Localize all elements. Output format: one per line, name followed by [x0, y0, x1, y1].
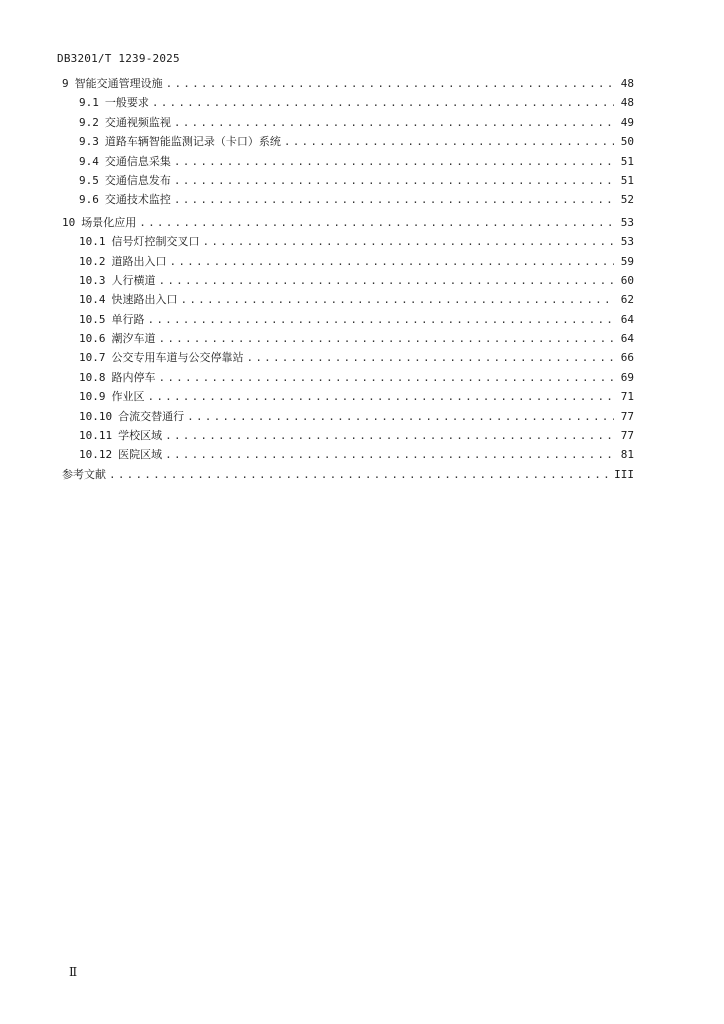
- toc-entry-title: 一般要求: [104, 96, 149, 110]
- toc-entry-title: 公交专用车道与公交停靠站: [111, 351, 244, 365]
- toc-entry-page: 53: [620, 235, 634, 249]
- toc-leader-dots: [174, 190, 614, 209]
- document-code: DB3201/T 1239-2025: [57, 52, 180, 65]
- toc-entry-title: 交通视频监视: [104, 115, 171, 129]
- toc-leader-dots: [174, 171, 614, 190]
- toc-entry[interactable]: [62, 74, 634, 93]
- toc-entry-page: 49: [620, 115, 634, 129]
- toc-entry-page: 51: [620, 173, 634, 187]
- toc-leader-dots: [166, 74, 614, 93]
- toc-entry-page: 77: [620, 409, 634, 423]
- toc-entry-title: 快速路出入口: [111, 293, 178, 307]
- toc-leader-dots: [152, 93, 614, 112]
- toc-entry-title: 学校区域: [118, 429, 163, 443]
- toc-entry[interactable]: [62, 113, 634, 132]
- toc-leader-dots: [159, 329, 615, 348]
- toc-entry-number: 9.4: [79, 154, 99, 168]
- toc-entry-title: 作业区: [111, 390, 145, 404]
- toc-leader-dots: [165, 445, 614, 464]
- toc-entry-number: 10.5: [79, 312, 106, 326]
- toc-entry[interactable]: [62, 232, 634, 251]
- toc-entry-page: III: [614, 467, 634, 481]
- toc-entry[interactable]: [62, 171, 634, 190]
- toc-entry[interactable]: [62, 445, 634, 464]
- toc-entry-number: 10.1: [79, 235, 106, 249]
- toc-entry-title: 单行路: [111, 312, 145, 326]
- toc-entry-title: 场景化应用: [81, 215, 137, 229]
- toc-entry-number: 10.2: [79, 254, 106, 268]
- toc-leader-dots: [247, 348, 615, 367]
- toc-entry-title: 人行横道: [111, 273, 156, 287]
- toc-entry-page: 48: [620, 96, 634, 110]
- toc-entry-page: 64: [620, 312, 634, 326]
- toc-entry-title: 道路出入口: [111, 254, 167, 268]
- toc-entry-number: 10.4: [79, 293, 106, 307]
- toc-leader-dots: [284, 132, 614, 151]
- toc-entry-number: 10: [62, 215, 76, 229]
- toc-entry-number: 10.7: [79, 351, 106, 365]
- toc-entry-page: 81: [620, 448, 634, 462]
- toc-entry[interactable]: [62, 190, 634, 209]
- toc-leader-dots: [159, 271, 615, 290]
- toc-leader-dots: [139, 213, 614, 232]
- toc-entry-title: 信号灯控制交叉口: [111, 235, 200, 249]
- toc-entry-title: 潮汐车道: [111, 332, 156, 346]
- toc-entry-number: 10.9: [79, 390, 106, 404]
- toc-leader-dots: [159, 368, 615, 387]
- toc-entry-page: 71: [620, 390, 634, 404]
- toc-entry-page: 60: [620, 273, 634, 287]
- toc-entry-number: 10.12: [79, 448, 113, 462]
- toc-entry-page: 69: [620, 370, 634, 384]
- toc-entry[interactable]: [62, 329, 634, 348]
- toc-entry-title: 智能交通管理设施: [74, 77, 163, 90]
- toc-leader-dots: [109, 465, 610, 484]
- toc-entry-title: 交通信息发布: [104, 173, 171, 187]
- toc-entry-number: 10.10: [79, 409, 113, 423]
- toc-leader-dots: [187, 407, 614, 426]
- toc-entry-title: 交通信息采集: [104, 154, 171, 168]
- toc-entry-page: 64: [620, 332, 634, 346]
- toc-entry-page: 77: [620, 429, 634, 443]
- toc-entry-page: 51: [620, 154, 634, 168]
- toc-entry[interactable]: [62, 132, 634, 151]
- toc-entry-number: 10.11: [79, 429, 113, 443]
- toc-entry-page: 48: [620, 77, 634, 90]
- toc-entry[interactable]: [62, 407, 634, 426]
- toc-entry-title: 参考文献: [62, 467, 106, 481]
- page-number: Ⅱ: [69, 965, 78, 979]
- toc-entry[interactable]: [62, 93, 634, 112]
- toc-entry-page: 53: [620, 215, 634, 229]
- toc-entry[interactable]: [62, 290, 634, 309]
- toc-leader-dots: [203, 232, 615, 251]
- toc-entry-page: 66: [620, 351, 634, 365]
- toc-entry[interactable]: [62, 152, 634, 171]
- toc-entry-page: 50: [620, 135, 634, 149]
- toc-entry-number: 10.6: [79, 332, 106, 346]
- toc-entry[interactable]: [62, 387, 634, 406]
- toc-entry-page: 52: [620, 193, 634, 207]
- toc-entry-number: 10.3: [79, 273, 106, 287]
- toc-entry-number: 9.6: [79, 193, 99, 207]
- toc-entry-number: 9.2: [79, 115, 99, 129]
- toc-leader-dots: [165, 426, 614, 445]
- toc-entry-number: 9.5: [79, 173, 99, 187]
- toc-entry-title: 合流交替通行: [118, 409, 185, 423]
- toc-entry-number: 9.3: [79, 135, 99, 149]
- toc-entry-title: 道路车辆智能监测记录（卡口）系统: [104, 135, 281, 149]
- toc-entry-number: 10.8: [79, 370, 106, 384]
- toc-leader-dots: [174, 113, 614, 132]
- toc-entry-number: 9.1: [79, 96, 99, 110]
- toc-entry-number: 9: [62, 77, 69, 90]
- toc-entry[interactable]: [62, 271, 634, 290]
- toc-leader-dots: [181, 290, 615, 309]
- toc-leader-dots: [148, 310, 615, 329]
- toc-entry-page: 59: [620, 254, 634, 268]
- toc-entry-title: 交通技术监控: [104, 193, 171, 207]
- toc-entry-title: 医院区域: [118, 448, 163, 462]
- toc-entry[interactable]: [62, 310, 634, 329]
- toc-entry-title: 路内停车: [111, 370, 156, 384]
- toc-entry[interactable]: [62, 426, 634, 445]
- toc-leader-dots: [148, 387, 615, 406]
- toc-entry[interactable]: [62, 348, 634, 367]
- toc-entry[interactable]: [62, 213, 634, 232]
- toc-entry[interactable]: [62, 368, 634, 387]
- toc-entry[interactable]: [62, 252, 634, 271]
- toc-leader-dots: [170, 252, 615, 271]
- table-of-contents: [62, 74, 634, 484]
- toc-entry[interactable]: [62, 465, 634, 484]
- toc-leader-dots: [174, 152, 614, 171]
- toc-entry-page: 62: [620, 293, 634, 307]
